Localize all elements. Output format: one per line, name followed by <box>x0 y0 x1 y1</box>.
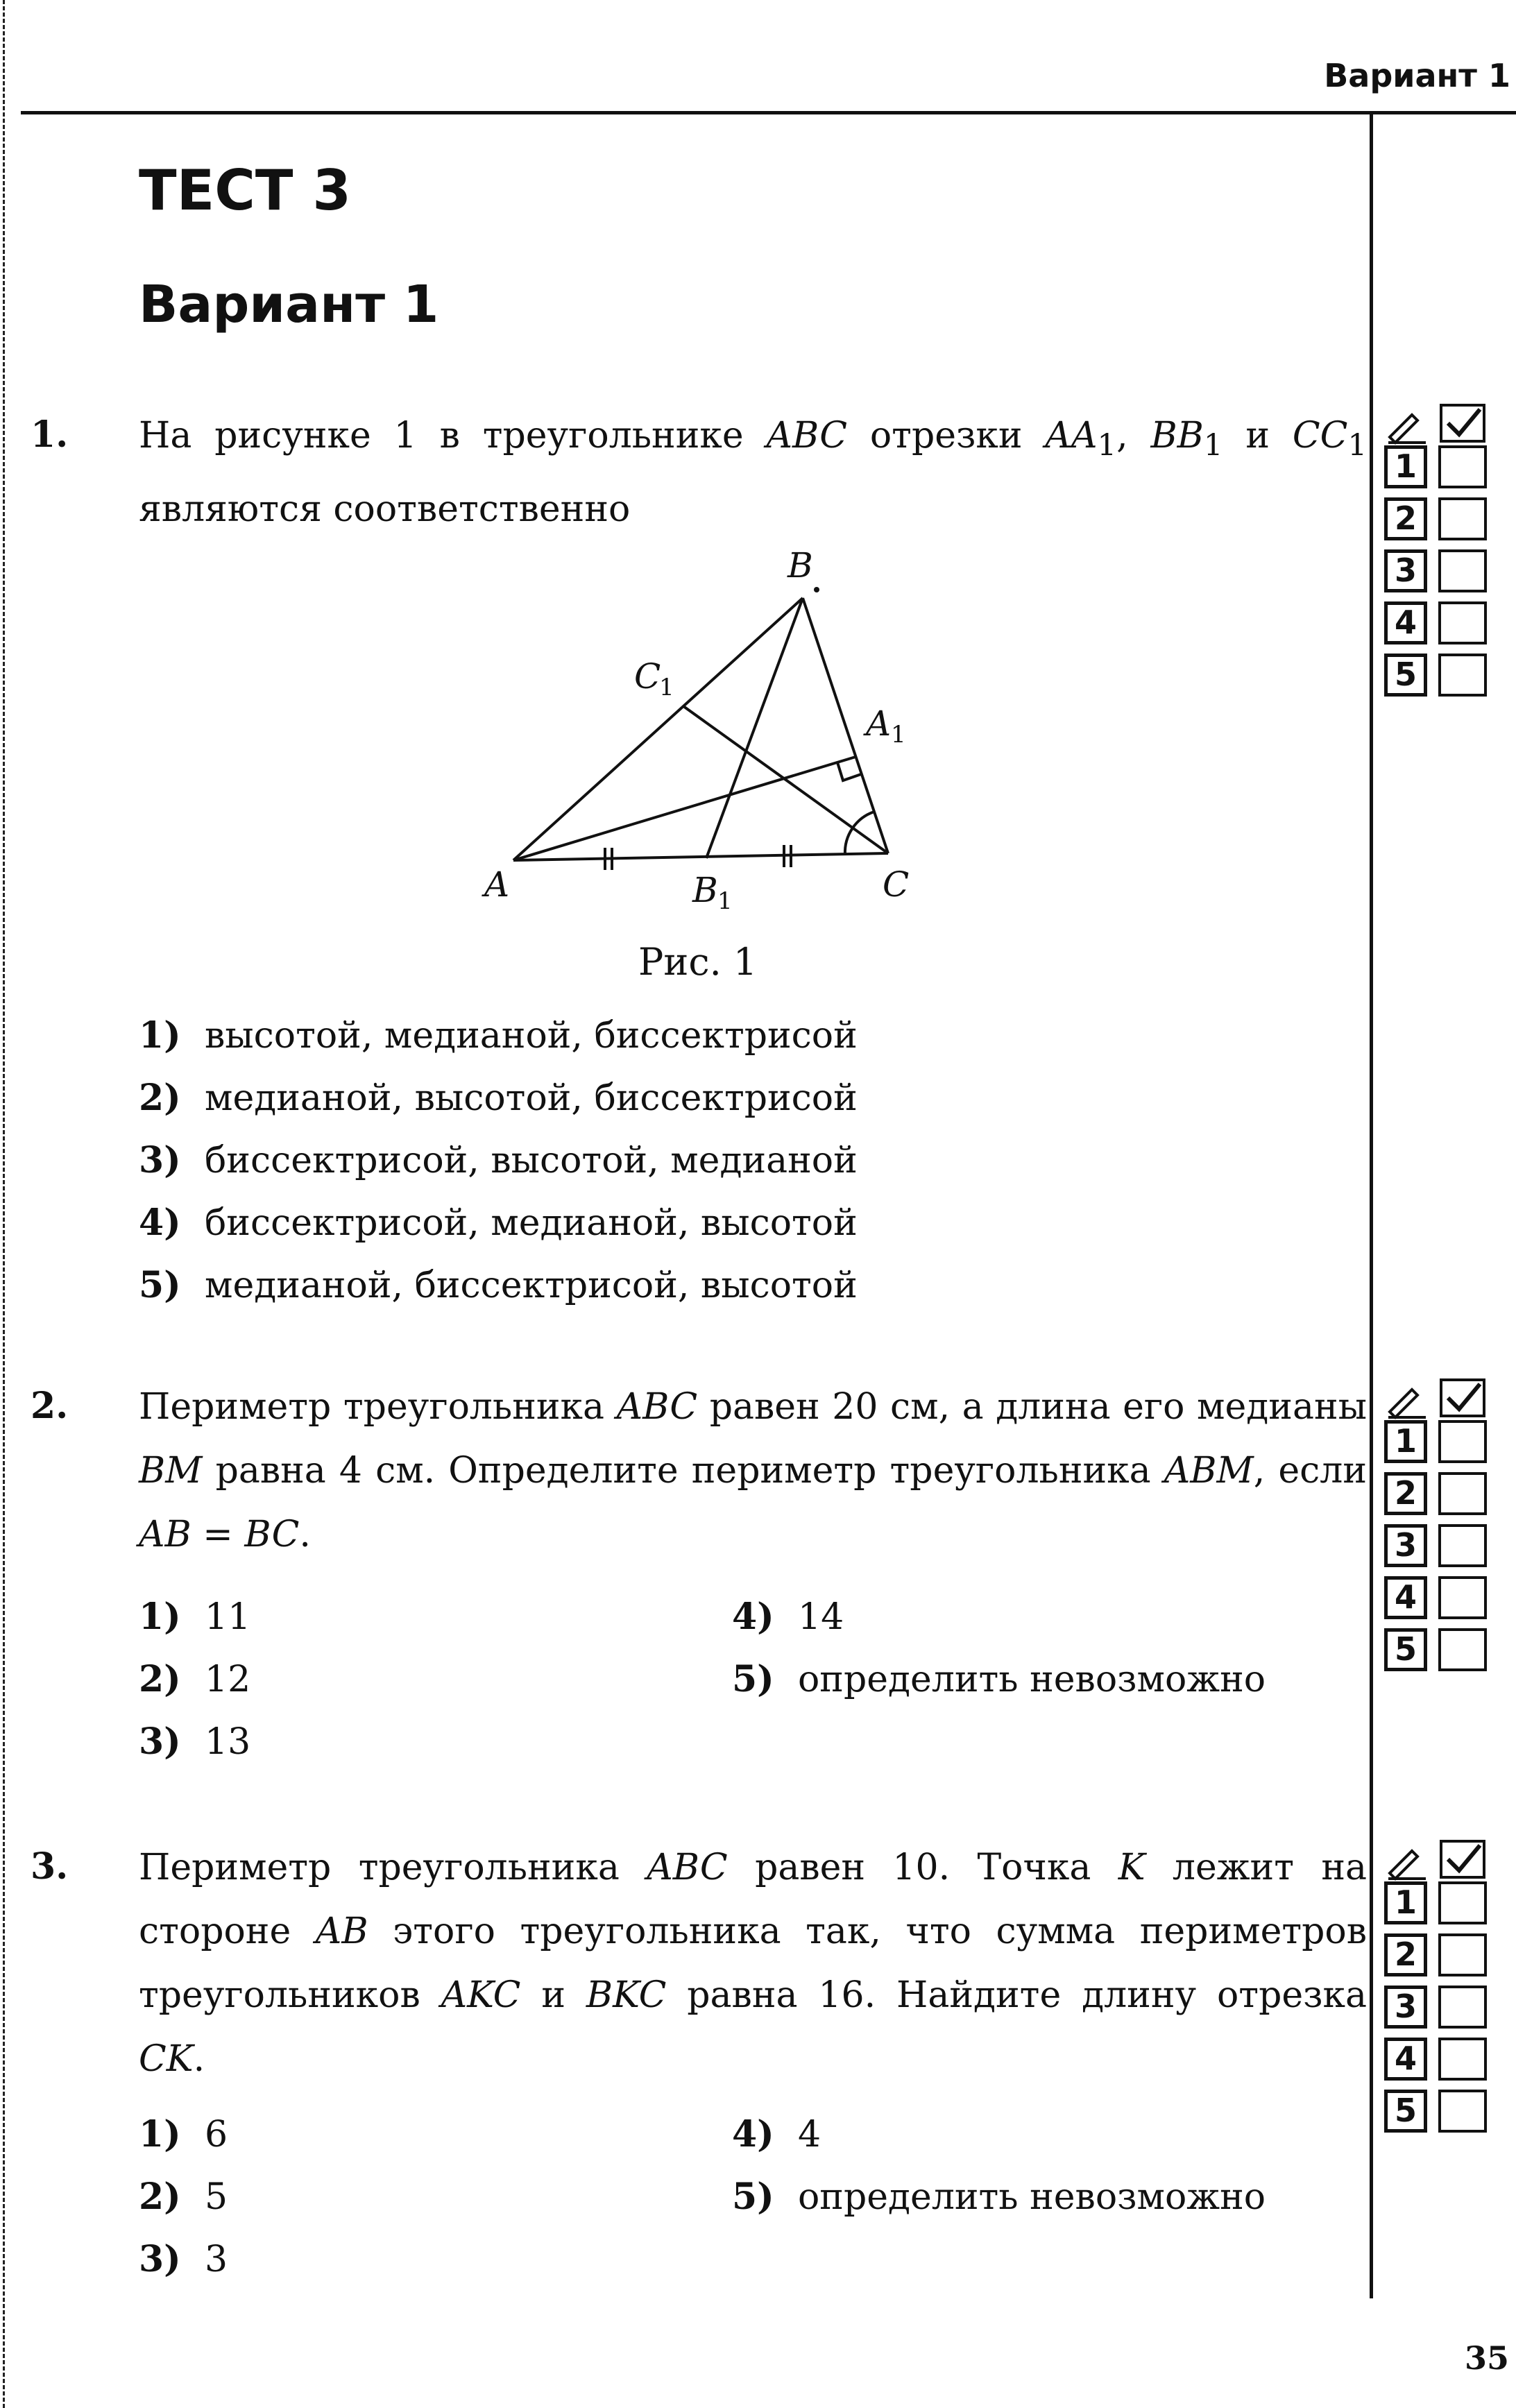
answer-checkbox[interactable] <box>1438 497 1487 540</box>
answer-row <box>1384 654 1495 697</box>
median-bb1 <box>706 598 803 858</box>
question-1-number: 1. <box>31 413 69 456</box>
altitude-aa1 <box>513 757 855 860</box>
answer-checkbox[interactable] <box>1438 2038 1487 2081</box>
question-2-option-3: 3) 13 <box>139 1720 251 1763</box>
question-1-option-5: 5) медианой, биссектрисой, высотой <box>139 1264 858 1306</box>
answer-row <box>1384 1628 1495 1671</box>
side-ac <box>513 853 888 860</box>
page-number: 35 <box>1464 2339 1509 2377</box>
answer-checkbox[interactable] <box>1438 2090 1487 2133</box>
question-2-option-2: 2) 12 <box>139 1658 251 1700</box>
question-3-option-2: 2) 5 <box>139 2176 228 2218</box>
label-b1: B <box>692 870 718 910</box>
question-3-option-4: 4) 4 <box>732 2113 821 2155</box>
label-a: A <box>484 864 510 905</box>
bisector-cc1 <box>683 706 888 853</box>
option-number-box: 3 <box>1384 1986 1427 2029</box>
side-ab <box>513 598 803 860</box>
answer-checkbox[interactable] <box>1438 1628 1487 1671</box>
answer-row <box>1384 1472 1495 1515</box>
answer-row <box>1384 497 1495 540</box>
answer-header <box>1384 1377 1495 1420</box>
question-2-option-5: 5) определить невозможно <box>732 1658 1266 1700</box>
option-number-box: 1 <box>1384 1420 1427 1463</box>
question-3-option-1: 1) 6 <box>139 2113 228 2155</box>
answer-box-q1 <box>1384 402 1495 706</box>
header-divider <box>21 111 1516 114</box>
answer-checkbox[interactable] <box>1438 1420 1487 1463</box>
triangle-figure <box>444 534 930 923</box>
label-b1-sub: 1 <box>717 887 733 915</box>
question-1-option-1: 1) высотой, медианой, биссектрисой <box>139 1014 858 1057</box>
answer-checkbox[interactable] <box>1438 654 1487 697</box>
option-number-box: 1 <box>1384 1881 1427 1924</box>
option-number-box: 1 <box>1384 445 1427 488</box>
option-number-box: 2 <box>1384 1472 1427 1515</box>
answer-checkbox[interactable] <box>1438 1472 1487 1515</box>
test-title: ТЕСТ 3 <box>139 158 352 223</box>
answer-checkbox[interactable] <box>1438 1524 1487 1567</box>
answer-box-q2 <box>1384 1377 1495 1680</box>
answer-header <box>1384 402 1495 445</box>
answer-column-divider <box>1370 113 1373 2298</box>
answer-checkbox[interactable] <box>1438 1881 1487 1924</box>
print-dot <box>814 587 819 592</box>
option-number-box: 3 <box>1384 1524 1427 1567</box>
option-number-box: 2 <box>1384 497 1427 540</box>
label-c1: C <box>634 656 661 697</box>
option-number-box: 4 <box>1384 2038 1427 2081</box>
variant-title: Вариант 1 <box>139 275 439 334</box>
option-number-box: 5 <box>1384 654 1427 697</box>
pencil-icon <box>1390 1851 1417 1879</box>
option-number-box: 2 <box>1384 1933 1427 1976</box>
option-number-box: 3 <box>1384 549 1427 592</box>
label-a1-sub: 1 <box>891 721 906 749</box>
pencil-icon <box>1390 1390 1417 1417</box>
question-1-text: На рисунке 1 в треугольнике ABC отрезки $AA_1$, $BB_1$ и $CC_1$ являются соответственно <box>139 415 1368 531</box>
label-c1-sub: 1 <box>659 674 674 701</box>
option-number-box: 4 <box>1384 601 1427 644</box>
answer-box-q3 <box>1384 1838 1495 2142</box>
label-c: C <box>883 864 910 905</box>
answer-checkbox[interactable] <box>1438 1933 1487 1976</box>
answer-row <box>1384 2090 1495 2133</box>
option-number-box: 4 <box>1384 1576 1427 1619</box>
pencil-icon <box>1390 415 1417 443</box>
cut-line <box>3 0 5 2408</box>
question-2-text: Периметр треугольника ABC равен 20 см, а длина его медианы BM равна 4 см. Определите периметр треугольника ABM, если AB = BC. <box>139 1386 1367 1555</box>
option-number-box: 5 <box>1384 1628 1427 1671</box>
answer-header <box>1384 1838 1495 1881</box>
header-variant-label: Вариант 1 <box>1324 57 1510 94</box>
answer-row <box>1384 601 1495 644</box>
figure-caption: Рис. 1 <box>638 940 758 984</box>
answer-checkbox[interactable] <box>1438 549 1487 592</box>
answer-row <box>1384 1420 1495 1463</box>
question-3-option-5: 5) определить невозможно <box>732 2176 1266 2218</box>
answer-row <box>1384 1881 1495 1924</box>
question-2-option-1: 1) 11 <box>139 1596 251 1638</box>
question-1-option-3: 3) биссектрисой, высотой, медианой <box>139 1139 858 1181</box>
label-b: B <box>787 545 813 586</box>
answer-row <box>1384 549 1495 592</box>
label-a1: A <box>866 703 892 744</box>
question-2-number: 2. <box>31 1385 69 1427</box>
question-3-option-3: 3) 3 <box>139 2238 228 2280</box>
answer-row <box>1384 1933 1495 1976</box>
question-1-option-4: 4) биссектрисой, медианой, высотой <box>139 1202 858 1244</box>
option-number-box: 5 <box>1384 2090 1427 2133</box>
question-1-option-2: 2) медианой, высотой, биссектрисой <box>139 1077 858 1119</box>
answer-row <box>1384 1576 1495 1619</box>
question-3-text: Периметр треугольника ABC равен 10. Точка K лежит на стороне AB этого треугольника так, что сумма периметров треугольников AKC и BKC равна 16. Найдите длину отрезка CK. <box>139 1847 1367 2080</box>
question-3-number: 3. <box>31 1845 69 1888</box>
answer-row <box>1384 445 1495 488</box>
answer-row <box>1384 2038 1495 2081</box>
answer-checkbox[interactable] <box>1438 601 1487 644</box>
answer-row <box>1384 1986 1495 2029</box>
answer-checkbox[interactable] <box>1438 1576 1487 1619</box>
answer-checkbox[interactable] <box>1438 445 1487 488</box>
question-2-option-4: 4) 14 <box>732 1596 844 1638</box>
answer-checkbox[interactable] <box>1438 1986 1487 2029</box>
answer-row <box>1384 1524 1495 1567</box>
